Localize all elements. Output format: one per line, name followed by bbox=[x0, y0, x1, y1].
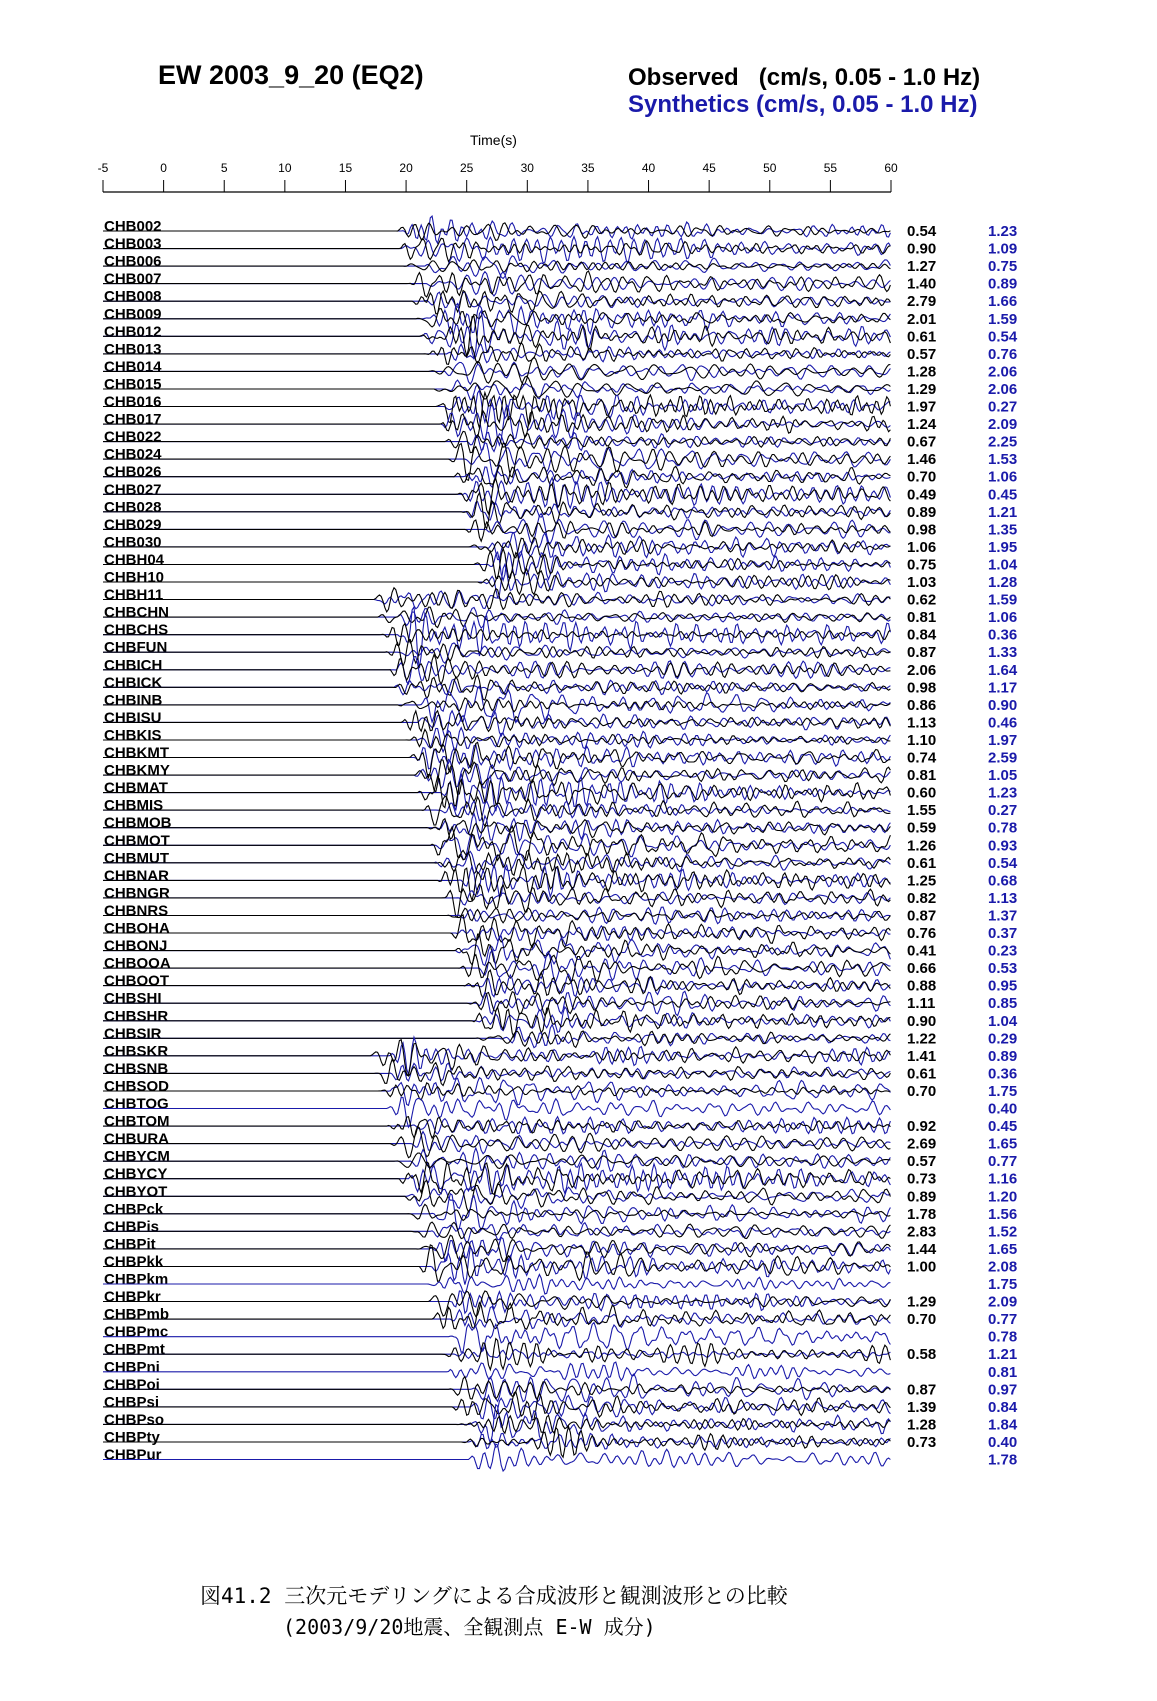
synthetic-max-value: 0.23 bbox=[988, 942, 1018, 960]
legend-synthetics: Synthetics (cm/s, 0.05 - 1.0 Hz) bbox=[628, 91, 978, 118]
synthetic-max-value: 1.28 bbox=[988, 574, 1018, 591]
station-label: CHB007 bbox=[104, 270, 162, 288]
station-label: CHBPis bbox=[104, 1218, 160, 1236]
synthetic-max-value: 1.56 bbox=[988, 1205, 1018, 1223]
x-tick-label: 45 bbox=[702, 161, 716, 175]
observed-max-value: 0.41 bbox=[907, 942, 937, 960]
station-label: CHBCHN bbox=[104, 604, 169, 622]
synthetic-max-value: 0.77 bbox=[988, 1311, 1018, 1329]
station-label: CHBH04 bbox=[104, 551, 165, 569]
synthetic-max-value: 1.21 bbox=[988, 1346, 1018, 1364]
synthetic-max-value: 1.21 bbox=[988, 503, 1018, 521]
observed-max-value: 2.69 bbox=[907, 1135, 937, 1153]
station-label: CHBPso bbox=[104, 1411, 165, 1429]
station-label: CHB014 bbox=[104, 358, 162, 376]
station-label: CHBPsi bbox=[104, 1393, 160, 1411]
observed-max-value: 0.87 bbox=[907, 907, 937, 925]
synthetic-max-value: 1.06 bbox=[988, 468, 1018, 486]
synthetic-max-value: 1.53 bbox=[988, 451, 1018, 469]
observed-trace bbox=[103, 1117, 890, 1138]
observed-trace bbox=[103, 1031, 890, 1047]
observed-max-value: 1.28 bbox=[907, 1416, 937, 1434]
observed-trace bbox=[103, 465, 890, 488]
observed-trace bbox=[103, 607, 890, 627]
observed-max-value: 0.89 bbox=[907, 1188, 937, 1206]
observed-max-value: 1.78 bbox=[907, 1205, 937, 1223]
observed-max-value: 1.28 bbox=[907, 363, 937, 381]
observed-max-value: 0.84 bbox=[907, 626, 937, 644]
x-tick-label: 40 bbox=[641, 161, 656, 175]
synthetic-max-value: 0.89 bbox=[988, 275, 1018, 293]
synthetic-trace bbox=[103, 1323, 890, 1353]
observed-max-value: 0.90 bbox=[907, 240, 937, 258]
observed-max-value: 0.86 bbox=[907, 696, 937, 714]
observed-max-value: 0.70 bbox=[907, 468, 937, 486]
station-label: CHBMIS bbox=[104, 797, 164, 815]
x-tick-label: 35 bbox=[581, 161, 595, 175]
station-label: CHBYCY bbox=[104, 1165, 168, 1183]
station-label: CHBSIR bbox=[104, 1025, 162, 1043]
synthetic-max-value: 1.66 bbox=[988, 293, 1018, 311]
synthetic-max-value: 1.20 bbox=[988, 1188, 1018, 1206]
observed-max-value: 1.10 bbox=[907, 731, 937, 749]
synthetic-max-value: 2.59 bbox=[988, 749, 1018, 767]
synthetic-max-value: 0.27 bbox=[988, 802, 1018, 820]
station-label: CHBNRS bbox=[104, 902, 169, 920]
observed-max-value: 1.29 bbox=[907, 1293, 937, 1311]
synthetic-trace bbox=[103, 292, 890, 308]
legend-observed: Observed (cm/s, 0.05 - 1.0 Hz) bbox=[628, 64, 981, 91]
observed-max-value: 0.57 bbox=[907, 1153, 937, 1171]
synthetic-max-value: 1.35 bbox=[988, 521, 1018, 539]
synthetic-max-value: 1.04 bbox=[988, 556, 1018, 574]
observed-max-value: 2.01 bbox=[907, 310, 937, 328]
observed-max-value: 0.66 bbox=[907, 960, 937, 978]
station-label: CHBONJ bbox=[104, 937, 168, 955]
observed-max-value: 1.29 bbox=[907, 380, 937, 398]
synthetic-trace bbox=[103, 608, 890, 629]
station-label: CHBPmb bbox=[104, 1306, 170, 1324]
station-label: CHBPoi bbox=[104, 1376, 160, 1394]
observed-max-value: 0.73 bbox=[907, 1433, 937, 1451]
synthetic-max-value: 1.84 bbox=[988, 1416, 1018, 1434]
observed-trace bbox=[103, 776, 890, 807]
station-label: CHB008 bbox=[104, 288, 162, 306]
synthetic-max-value: 2.08 bbox=[988, 1258, 1018, 1276]
station-label: CHBTOG bbox=[104, 1095, 169, 1113]
station-label: CHBINB bbox=[104, 691, 163, 709]
station-label: CHB026 bbox=[104, 463, 162, 481]
station-label: CHBSOD bbox=[104, 1077, 170, 1095]
synthetic-trace bbox=[103, 380, 890, 400]
synthetic-trace bbox=[103, 1247, 890, 1284]
synthetic-max-value: 0.84 bbox=[988, 1398, 1018, 1416]
station-label: CHB002 bbox=[104, 218, 162, 235]
observed-trace bbox=[103, 826, 890, 860]
station-label: CHBYCM bbox=[104, 1148, 170, 1166]
observed-trace bbox=[103, 640, 890, 667]
observed-max-value: 0.81 bbox=[907, 767, 937, 785]
synthetic-max-value: 1.52 bbox=[988, 1223, 1018, 1241]
observed-max-value: 1.41 bbox=[907, 1047, 937, 1065]
observed-max-value: 0.57 bbox=[907, 345, 937, 363]
observed-max-value: 0.70 bbox=[907, 1311, 937, 1329]
station-label: CHBMAT bbox=[104, 779, 168, 797]
station-label: CHB022 bbox=[104, 428, 162, 446]
synthetic-max-value: 0.85 bbox=[988, 995, 1018, 1013]
observed-trace bbox=[103, 850, 890, 875]
synthetic-max-value: 0.54 bbox=[988, 328, 1018, 346]
figure-subcaption: (2003/9/20地震、全観測点 E-W 成分) bbox=[283, 1615, 656, 1639]
observed-max-value: 0.70 bbox=[907, 1082, 937, 1100]
observed-max-value: 0.73 bbox=[907, 1170, 937, 1188]
observed-max-value: 0.98 bbox=[907, 521, 937, 539]
synthetic-max-value: 0.36 bbox=[988, 1065, 1018, 1083]
observed-max-value: 2.83 bbox=[907, 1223, 937, 1241]
synthetic-max-value: 0.37 bbox=[988, 925, 1018, 942]
synthetic-max-value: 1.59 bbox=[988, 310, 1018, 328]
synthetic-max-value: 0.53 bbox=[988, 960, 1018, 978]
station-label: CHB016 bbox=[104, 393, 162, 411]
x-tick-label: 55 bbox=[823, 161, 838, 175]
station-label: CHB009 bbox=[104, 305, 162, 323]
station-label: CHBICK bbox=[104, 674, 163, 692]
observed-max-value: 2.79 bbox=[907, 293, 937, 311]
observed-trace bbox=[103, 796, 890, 826]
observed-max-value: 1.55 bbox=[907, 802, 937, 820]
synthetic-max-value: 2.06 bbox=[988, 363, 1018, 381]
x-tick-label: 0 bbox=[160, 161, 167, 175]
observed-max-value: 1.26 bbox=[907, 837, 937, 855]
synthetic-trace bbox=[103, 851, 890, 873]
observed-max-value: 1.00 bbox=[907, 1258, 937, 1276]
observed-max-value: 1.44 bbox=[907, 1240, 937, 1258]
observed-max-value: 0.61 bbox=[907, 854, 937, 872]
synthetic-max-value: 0.78 bbox=[988, 1328, 1018, 1346]
observed-max-value: 1.39 bbox=[907, 1398, 937, 1416]
observed-max-value: 0.61 bbox=[907, 328, 937, 346]
synthetic-max-value: 2.09 bbox=[988, 416, 1018, 434]
synthetic-max-value: 0.75 bbox=[988, 258, 1018, 276]
synthetic-max-value: 1.65 bbox=[988, 1240, 1018, 1258]
observed-max-value: 1.27 bbox=[907, 258, 937, 276]
station-label: CHB015 bbox=[104, 375, 162, 393]
observed-max-value: 0.76 bbox=[907, 925, 937, 942]
synthetic-max-value: 0.97 bbox=[988, 1381, 1018, 1399]
observed-trace bbox=[103, 992, 890, 1016]
station-label: CHBPkk bbox=[104, 1253, 164, 1271]
station-label: CHBH11 bbox=[104, 586, 164, 604]
observed-max-value: 0.82 bbox=[907, 889, 937, 907]
observed-trace bbox=[103, 1235, 890, 1261]
synthetic-max-value: 0.27 bbox=[988, 398, 1018, 416]
station-label: CHB003 bbox=[104, 235, 162, 253]
observed-max-value: 0.67 bbox=[907, 433, 937, 451]
observed-trace bbox=[103, 1083, 890, 1100]
observed-max-value: 0.92 bbox=[907, 1118, 937, 1136]
synthetic-max-value: 1.04 bbox=[988, 1012, 1018, 1030]
observed-trace bbox=[103, 235, 890, 261]
station-label: CHBISU bbox=[104, 709, 162, 727]
station-label: CHB030 bbox=[104, 533, 162, 551]
synthetic-trace bbox=[103, 760, 890, 789]
station-label: CHBPmt bbox=[104, 1341, 165, 1359]
observed-max-value: 1.13 bbox=[907, 714, 937, 732]
observed-trace bbox=[103, 520, 890, 541]
station-label: CHBNGR bbox=[104, 884, 170, 902]
station-label: CHBCHS bbox=[104, 621, 169, 639]
x-tick-label: 50 bbox=[763, 161, 777, 175]
observed-max-value: 0.59 bbox=[907, 819, 937, 837]
synthetic-max-value: 0.68 bbox=[988, 872, 1018, 890]
station-label: CHBOOT bbox=[104, 972, 169, 990]
observed-max-value: 0.88 bbox=[907, 977, 937, 995]
synthetic-max-value: 1.06 bbox=[988, 609, 1018, 627]
station-label: CHBPit bbox=[104, 1235, 156, 1253]
synthetic-max-value: 0.90 bbox=[988, 696, 1018, 714]
observed-max-value: 0.89 bbox=[907, 503, 937, 521]
station-label: CHBKIS bbox=[104, 726, 162, 744]
observed-trace bbox=[103, 1126, 890, 1157]
synthetic-max-value: 1.05 bbox=[988, 767, 1018, 785]
synthetic-max-value: 0.45 bbox=[988, 1118, 1018, 1136]
synthetic-max-value: 0.29 bbox=[988, 1030, 1018, 1048]
station-label: CHB028 bbox=[104, 498, 162, 516]
observed-max-value: 0.90 bbox=[907, 1012, 937, 1030]
x-tick-label: 20 bbox=[399, 161, 413, 175]
station-label: CHBOOA bbox=[104, 955, 171, 973]
synthetic-max-value: 0.45 bbox=[988, 486, 1018, 504]
station-label: CHBKMT bbox=[104, 744, 169, 762]
station-label: CHB027 bbox=[104, 481, 162, 499]
observed-trace bbox=[103, 393, 890, 428]
synthetic-max-value: 1.09 bbox=[988, 240, 1018, 258]
station-label: CHBMOT bbox=[104, 832, 170, 850]
station-label: CHBPmc bbox=[104, 1323, 169, 1341]
station-label: CHBSKR bbox=[104, 1042, 169, 1060]
synthetic-trace bbox=[103, 1132, 890, 1154]
synthetic-max-value: 0.40 bbox=[988, 1433, 1018, 1451]
observed-max-value: 1.40 bbox=[907, 275, 937, 293]
station-label: CHBPty bbox=[104, 1428, 160, 1446]
station-label: CHBKMY bbox=[104, 762, 170, 780]
station-label: CHBNAR bbox=[104, 867, 169, 885]
synthetic-max-value: 1.23 bbox=[988, 223, 1018, 240]
synthetic-max-value: 0.40 bbox=[988, 1100, 1018, 1118]
station-label: CHBH10 bbox=[104, 569, 165, 586]
observed-max-value: 0.62 bbox=[907, 591, 937, 609]
observed-max-value: 1.25 bbox=[907, 872, 937, 890]
observed-trace bbox=[103, 1377, 890, 1399]
observed-max-value: 1.11 bbox=[907, 995, 936, 1013]
observed-trace bbox=[103, 1427, 890, 1458]
x-tick-label: -5 bbox=[97, 161, 109, 175]
synthetic-max-value: 0.89 bbox=[988, 1047, 1018, 1065]
x-tick-label: 5 bbox=[220, 161, 228, 175]
synthetic-trace bbox=[103, 1117, 890, 1134]
observed-trace bbox=[103, 340, 890, 365]
observed-max-value: 1.24 bbox=[907, 416, 937, 434]
observed-max-value: 0.58 bbox=[907, 1346, 937, 1364]
station-label: CHBSHR bbox=[104, 1007, 169, 1025]
observed-max-value: 0.49 bbox=[907, 486, 937, 504]
synthetic-max-value: 0.76 bbox=[988, 345, 1018, 363]
observed-max-value: 0.54 bbox=[907, 223, 937, 240]
observed-trace bbox=[103, 726, 890, 748]
synthetic-max-value: 1.64 bbox=[988, 661, 1018, 679]
station-label: CHBYOT bbox=[104, 1183, 168, 1201]
synthetic-max-value: 2.09 bbox=[988, 1293, 1018, 1311]
station-label: CHBSNB bbox=[104, 1060, 169, 1078]
observed-max-value: 0.61 bbox=[907, 1065, 937, 1083]
synthetic-max-value: 1.95 bbox=[988, 538, 1018, 556]
observed-max-value: 0.87 bbox=[907, 644, 937, 662]
synthetic-trace bbox=[103, 1444, 890, 1471]
synthetic-max-value: 0.36 bbox=[988, 626, 1018, 644]
station-label: CHBSHI bbox=[104, 990, 162, 1008]
station-label: CHBURA bbox=[104, 1130, 169, 1148]
x-tick-label: 30 bbox=[520, 161, 534, 175]
synthetic-max-value: 1.65 bbox=[988, 1135, 1018, 1153]
observed-trace bbox=[103, 711, 890, 732]
station-label: CHBMOB bbox=[104, 814, 172, 832]
station-label: CHBPni bbox=[104, 1358, 160, 1376]
observed-max-value: 0.81 bbox=[907, 609, 937, 627]
observed-max-value: 1.22 bbox=[907, 1030, 937, 1048]
synthetic-trace bbox=[103, 1148, 890, 1173]
station-label: CHBOHA bbox=[104, 920, 170, 937]
station-label: CHBPck bbox=[104, 1200, 164, 1218]
x-tick-label: 15 bbox=[338, 161, 353, 175]
synthetic-max-value: 2.25 bbox=[988, 433, 1018, 451]
synthetic-max-value: 1.97 bbox=[988, 731, 1018, 749]
observed-trace bbox=[103, 655, 890, 685]
observed-trace bbox=[103, 621, 890, 646]
x-axis-label: Time(s) bbox=[470, 132, 517, 148]
observed-max-value: 0.75 bbox=[907, 556, 937, 574]
synthetic-trace bbox=[103, 1275, 890, 1295]
x-tick-label: 10 bbox=[278, 161, 292, 175]
observed-trace bbox=[103, 955, 890, 981]
synthetic-max-value: 0.77 bbox=[988, 1153, 1018, 1171]
observed-max-value: 1.46 bbox=[907, 451, 937, 469]
station-label: CHBTOM bbox=[104, 1113, 170, 1131]
station-label: CHB029 bbox=[104, 516, 162, 534]
x-tick-label: 60 bbox=[884, 161, 898, 175]
station-label: CHBMUT bbox=[104, 849, 169, 867]
synthetic-trace bbox=[103, 643, 890, 663]
station-label: CHBPur bbox=[104, 1446, 162, 1464]
observed-trace bbox=[103, 675, 890, 700]
synthetic-max-value: 1.75 bbox=[988, 1276, 1018, 1293]
observed-max-value: 2.06 bbox=[907, 661, 937, 679]
observed-max-value: 0.60 bbox=[907, 784, 937, 802]
observed-max-value: 1.06 bbox=[907, 538, 937, 556]
synthetic-max-value: 2.06 bbox=[988, 380, 1018, 398]
station-label: CHB013 bbox=[104, 340, 162, 358]
observed-max-value: 0.98 bbox=[907, 679, 937, 697]
observed-trace bbox=[103, 1415, 890, 1433]
synthetic-trace bbox=[103, 711, 890, 738]
synthetic-max-value: 0.54 bbox=[988, 854, 1018, 872]
station-label: CHB012 bbox=[104, 323, 162, 341]
observed-max-value: 0.74 bbox=[907, 749, 937, 767]
chart-title: EW 2003_9_20 (EQ2) bbox=[158, 60, 424, 90]
synthetic-max-value: 1.78 bbox=[988, 1451, 1018, 1469]
synthetic-max-value: 0.93 bbox=[988, 837, 1018, 855]
synthetic-max-value: 1.37 bbox=[988, 907, 1018, 925]
station-label: CHB017 bbox=[104, 411, 162, 429]
synthetic-max-value: 1.16 bbox=[988, 1170, 1018, 1188]
synthetic-max-value: 0.46 bbox=[988, 714, 1018, 732]
synthetic-max-value: 0.81 bbox=[988, 1363, 1018, 1381]
synthetic-max-value: 1.59 bbox=[988, 591, 1018, 609]
station-label: CHBPkm bbox=[104, 1271, 169, 1288]
synthetic-max-value: 1.13 bbox=[988, 889, 1018, 907]
synthetic-max-value: 0.95 bbox=[988, 977, 1018, 995]
synthetic-max-value: 1.75 bbox=[988, 1082, 1018, 1100]
synthetic-max-value: 0.78 bbox=[988, 819, 1018, 837]
synthetic-max-value: 1.23 bbox=[988, 784, 1018, 802]
station-label: CHBPkr bbox=[104, 1288, 161, 1306]
station-label: CHBICH bbox=[104, 656, 163, 674]
synthetic-trace bbox=[103, 1194, 890, 1230]
synthetic-trace bbox=[103, 533, 890, 560]
observed-max-value: 0.87 bbox=[907, 1381, 937, 1399]
station-label: CHB024 bbox=[104, 446, 162, 464]
synthetic-max-value: 1.33 bbox=[988, 644, 1018, 662]
observed-trace bbox=[103, 1153, 890, 1169]
observed-trace bbox=[103, 271, 890, 297]
observed-trace bbox=[103, 260, 890, 272]
figure-caption: 図41.2 三次元モデリングによる合成波形と観測波形との比較 bbox=[200, 1584, 788, 1608]
station-label: CHB006 bbox=[104, 253, 162, 271]
station-label: CHBFUN bbox=[104, 639, 168, 657]
synthetic-max-value: 1.17 bbox=[988, 679, 1018, 697]
observed-max-value: 1.03 bbox=[907, 574, 937, 591]
observed-max-value: 1.97 bbox=[907, 398, 937, 416]
observed-trace bbox=[103, 915, 890, 948]
synthetic-trace bbox=[103, 1362, 890, 1380]
x-tick-label: 25 bbox=[460, 161, 474, 175]
